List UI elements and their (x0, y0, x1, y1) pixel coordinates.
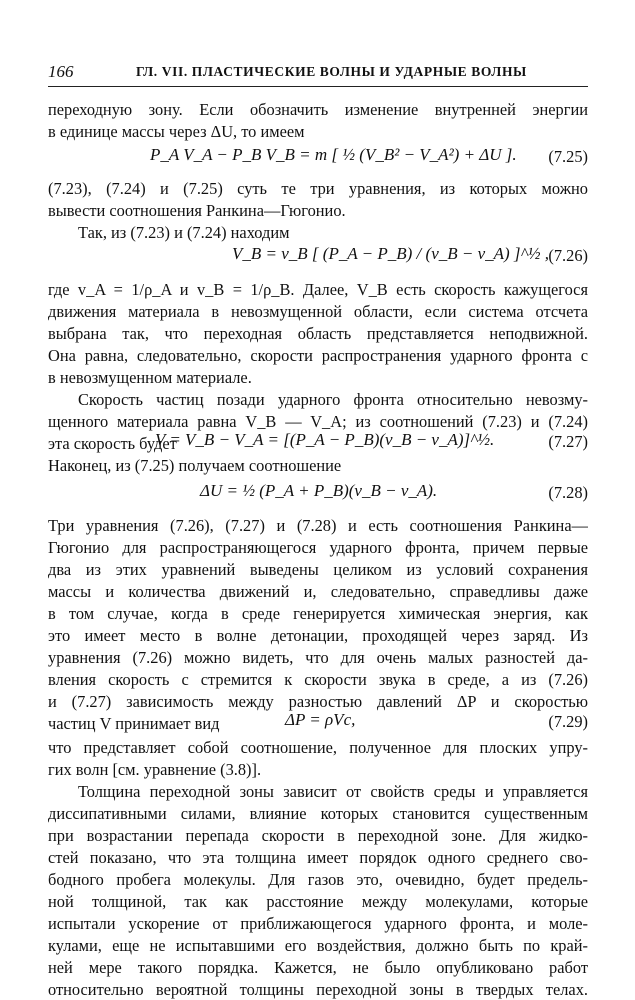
equation-number: (7.27) (548, 432, 588, 451)
text-line: переходную зону. Если обозначить изменение внутренней энергии (48, 100, 588, 119)
text-line: Так, из (7.23) и (7.24) находим (78, 223, 290, 242)
text-line: кулами, еще не испытавшими его воздействия, должно быть по край- (48, 936, 588, 955)
text-line: Она равна, следовательно, скорости распространения ударного фронта c (48, 346, 588, 365)
equation-number: (7.28) (548, 483, 588, 502)
text-line: при возрастании перепада скорости в переходной зоне. Для жидко- (48, 826, 588, 845)
text-line: что представляет собой соотношение, полученное для плоских упру- (48, 738, 588, 757)
text-line: испытали ускорение от приближающегося ударного фронта, и моле- (48, 914, 588, 933)
text-line: вления скорость c стремится к скорости звука в среде, а из (7.26) (48, 670, 588, 689)
text-line: ной толщиной, так как расстояние между молекулами, которые (48, 892, 588, 911)
equation-number: (7.26) (548, 246, 588, 265)
text-line: (7.23), (7.24) и (7.25) суть те три уравнения, из которых можно (48, 179, 588, 198)
equation-7-26: V_B = v_B [ (P_A − P_B) / (v_B − v_A) ]^½ , (232, 244, 549, 263)
equation-number: (7.29) (548, 712, 588, 731)
text-line: Скорость частиц позади ударного фронта относительно невозму- (78, 390, 588, 409)
page-header (48, 62, 588, 86)
text-line: стей показано, что эта толщина имеет порядок одного среднего сво- (48, 848, 588, 867)
text-line: где v_A = 1/ρ_A и v_B = 1/ρ_B. Далее, V_B есть скорость кажущегося (48, 280, 588, 299)
equation-number: (7.25) (548, 147, 588, 166)
text-line: бодного пробега молекулы. Для газов это, очевидно, будет предель- (48, 870, 588, 889)
text-line: это имеет место в волне детонации, проходящей через заряд. Из (48, 626, 588, 645)
text-line: диссипативными силами, влияние которых становится существенным (48, 804, 588, 823)
text-line: уравнения (7.26) можно видеть, что для очень малых разностей да- (48, 648, 588, 667)
text-line: частиц V принимает вид (48, 714, 220, 733)
equation-7-27: V = V_B − V_A = [(P_A − P_B)(v_B − v_A)]^½. (155, 430, 495, 449)
text-line: Толщина переходной зоны зависит от свойств среды и управляется (78, 782, 588, 801)
equation-7-28: ΔU = ½ (P_A + P_B)(v_B − v_A). (200, 481, 438, 500)
text-line: ней мере такого порядка. Кажется, не было опубликовано работ (48, 958, 588, 977)
equation-7-25: P_A V_A − P_B V_B = m [ ½ (V_B² − V_A²) + ΔU ]. (150, 145, 517, 164)
text-line: выбрана так, что переходная область представляется неподвижной. (48, 324, 588, 343)
text-line: Наконец, из (7.25) получаем соотношение (48, 456, 342, 475)
header-rule (48, 86, 588, 87)
text-line: и (7.27) зависимость между разностью давлений ΔP и скоростью (48, 692, 588, 711)
page-number: 166 (48, 62, 74, 81)
text-line: относительно вероятной толщины переходной зоны в твердых телах. (48, 980, 588, 999)
text-line: щенного материала равна V_B — V_A; из соотношений (7.23) и (7.24) (48, 412, 588, 431)
text-line: движения материала в невозмущенной области, если система отсчета (48, 302, 588, 321)
text-line: Три уравнения (7.26), (7.27) и (7.28) и есть соотношения Ранкина— (48, 516, 588, 535)
text-line: эта скорость будет (48, 434, 177, 453)
equation-7-29: ΔP = ρVc, (285, 710, 356, 729)
text-line: в невозмущенном материале. (48, 368, 252, 387)
running-head: ГЛ. VII. ПЛАСТИЧЕСКИЕ ВОЛНЫ И УДАРНЫЕ ВОЛНЫ (136, 64, 527, 79)
text-line: два из этих уравнений выведены целиком из условий сохранения (48, 560, 588, 579)
text-line: в единице массы через ΔU, то имеем (48, 122, 305, 141)
text-line: вывести соотношения Ранкина—Гюгонио. (48, 201, 346, 220)
text-line: массы и количества движений и, следовательно, справедливы даже (48, 582, 588, 601)
text-line: Гюгонио для распространяющегося ударного фронта, причем первые (48, 538, 588, 557)
text-line: в том случае, когда в среде генерируется химическая энергия, как (48, 604, 588, 623)
text-line: гих волн [см. уравнение (3.8)]. (48, 760, 262, 779)
